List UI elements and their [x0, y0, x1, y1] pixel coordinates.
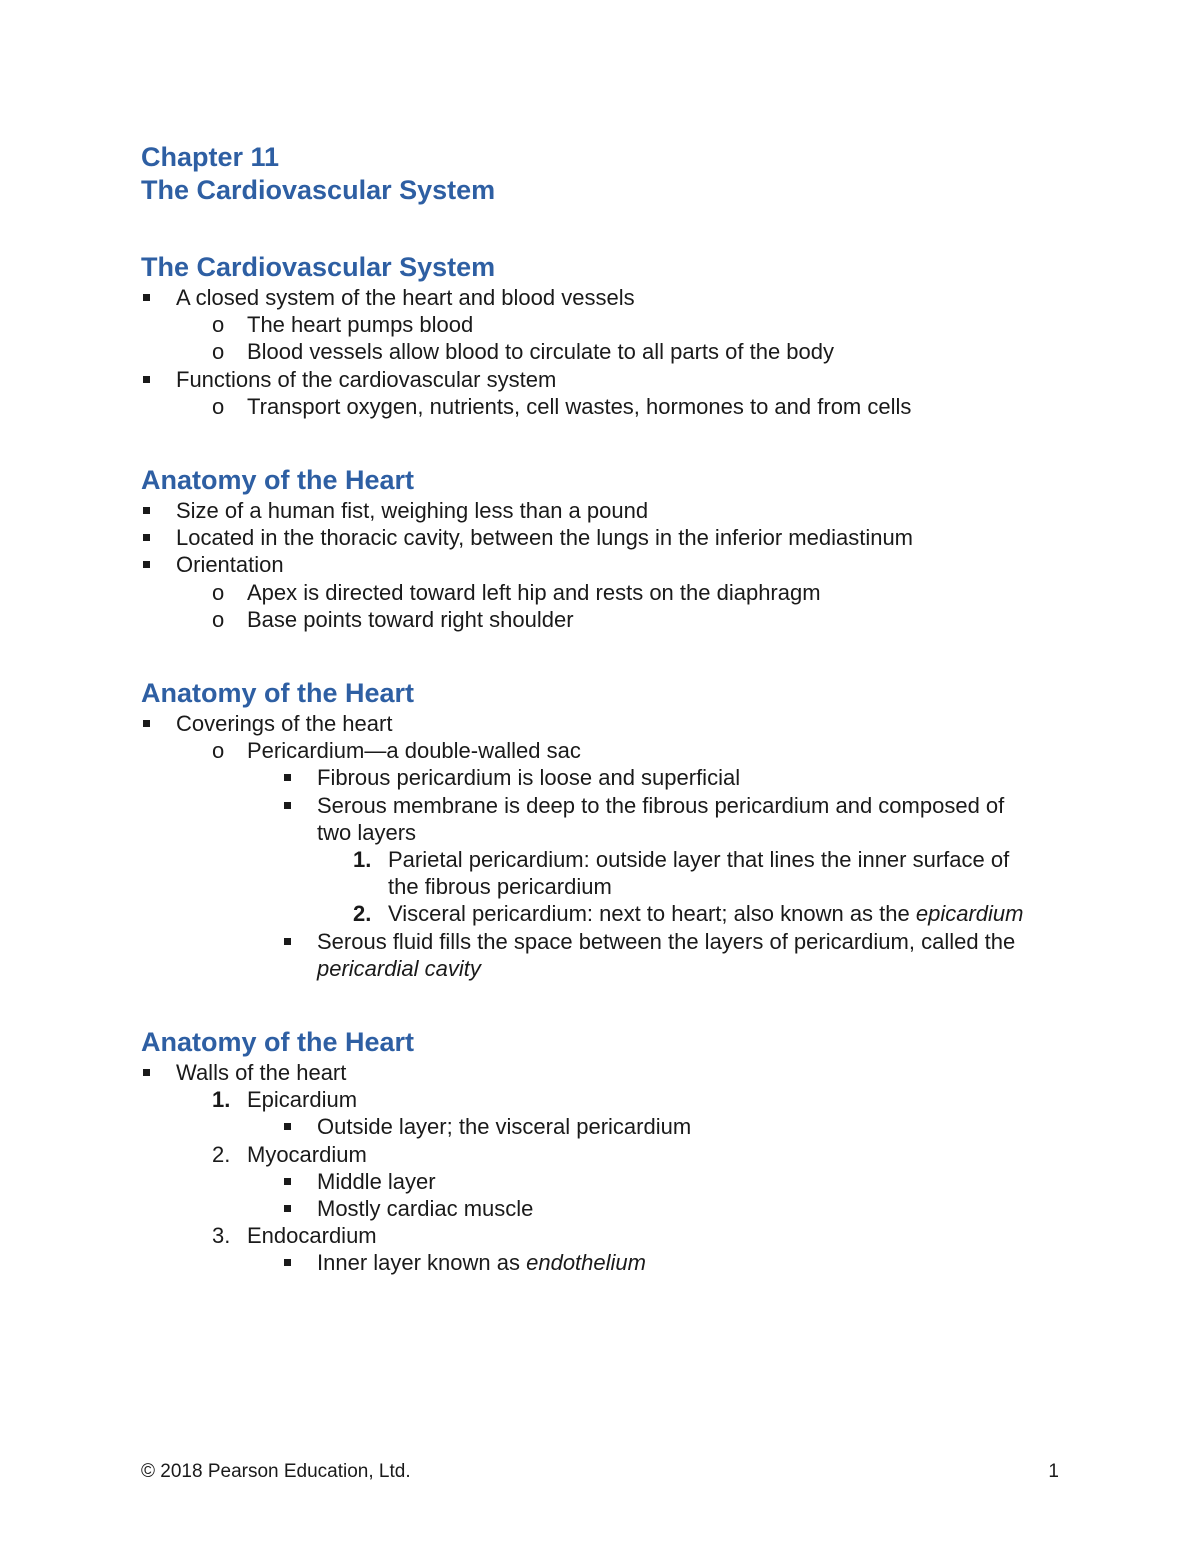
- square-bullet-icon: [143, 1069, 150, 1076]
- chapter-number: Chapter 11: [141, 142, 280, 172]
- section-cardiovascular-system: [141, 251, 1071, 420]
- list-item: 3. Endocardium: [212, 1223, 377, 1249]
- circle-bullet-icon: o: [212, 312, 225, 338]
- list-item: Middle layer: [141, 1168, 1071, 1195]
- number-marker: 1.: [212, 1087, 231, 1113]
- list-item: Serous membrane is deep to the fibrous pericardium and composed of: [141, 792, 1071, 819]
- list-item-continuation: pericardial cavity: [317, 955, 481, 981]
- page-footer: [141, 1460, 1059, 1484]
- list-item: Located in the thoracic cavity, between the lungs in the inferior mediastinum: [141, 524, 1071, 551]
- square-bullet-icon: [143, 561, 150, 568]
- section-anatomy-heart-3: [141, 1026, 1071, 1277]
- section-heading: Anatomy of the Heart: [141, 1027, 415, 1058]
- list-item: Walls of the heart: [141, 1059, 1071, 1086]
- list-item: Serous fluid fills the space between the layers of pericardium, called the: [141, 928, 1071, 955]
- square-bullet-icon: [284, 1178, 291, 1185]
- list-item: o Apex is directed toward left hip and rests on the diaphragm: [212, 579, 821, 605]
- section-anatomy-heart-2: [141, 677, 1071, 982]
- list-item: Fibrous pericardium is loose and superficial: [141, 764, 1071, 791]
- list-item: o Blood vessels allow blood to circulate to all parts of the body: [212, 339, 834, 365]
- list-item: Inner layer known as endothelium: [141, 1249, 1071, 1276]
- section-heading: Anatomy of the Heart: [141, 465, 415, 496]
- list-item: Mostly cardiac muscle: [141, 1195, 1071, 1222]
- list-item: o Base points toward right shoulder: [212, 606, 574, 632]
- list-item: o Pericardium—a double-walled sac: [212, 738, 581, 764]
- list-item: 1. Epicardium: [212, 1087, 358, 1113]
- document-content: [141, 141, 1071, 1277]
- square-bullet-icon: [284, 802, 291, 809]
- circle-bullet-icon: o: [212, 738, 225, 764]
- number-marker: 2.: [353, 901, 372, 927]
- list-item: Size of a human fist, weighing less than a pound: [141, 497, 1071, 524]
- circle-bullet-icon: o: [212, 339, 225, 365]
- square-bullet-icon: [284, 1259, 291, 1266]
- list-item: 1. Parietal pericardium: outside layer that lines the inner surface of: [353, 847, 1010, 873]
- circle-bullet-icon: o: [212, 393, 225, 419]
- list-item: Functions of the cardiovascular system: [141, 366, 1071, 393]
- number-marker: 1.: [353, 847, 372, 873]
- list-item: o The heart pumps blood: [212, 312, 474, 338]
- circle-bullet-icon: o: [212, 606, 225, 632]
- list-item-continuation: the fibrous pericardium: [388, 874, 612, 900]
- list-item: Outside layer; the visceral pericardium: [141, 1113, 1071, 1140]
- list-item: 2. Visceral pericardium: next to heart; also known as the epicardium: [353, 901, 1024, 927]
- square-bullet-icon: [284, 774, 291, 781]
- list-item: o Transport oxygen, nutrients, cell wastes, hormones to and from cells: [212, 393, 912, 419]
- chapter-title: The Cardiovascular System: [141, 175, 496, 205]
- square-bullet-icon: [284, 1205, 291, 1212]
- square-bullet-icon: [143, 376, 150, 383]
- list-item: A closed system of the heart and blood vessels: [141, 284, 1071, 311]
- page-number: 1: [1048, 1461, 1059, 1482]
- copyright-text: © 2018 Pearson Education, Ltd.: [141, 1461, 411, 1482]
- list-item: Coverings of the heart: [141, 710, 1071, 737]
- square-bullet-icon: [284, 938, 291, 945]
- square-bullet-icon: [143, 534, 150, 541]
- list-item: 2. Myocardium: [212, 1141, 367, 1167]
- section-heading: Anatomy of the Heart: [141, 678, 415, 709]
- square-bullet-icon: [143, 507, 150, 514]
- square-bullet-icon: [143, 720, 150, 727]
- number-marker: 2.: [212, 1141, 231, 1167]
- list-item: Orientation: [141, 551, 1071, 578]
- list-item-continuation: two layers: [317, 819, 417, 845]
- chapter-header: [141, 141, 1071, 207]
- square-bullet-icon: [143, 294, 150, 301]
- number-marker: 3.: [212, 1223, 231, 1249]
- section-heading: The Cardiovascular System: [141, 252, 496, 282]
- circle-bullet-icon: o: [212, 579, 225, 605]
- square-bullet-icon: [284, 1123, 291, 1130]
- section-anatomy-heart-1: [141, 464, 1071, 633]
